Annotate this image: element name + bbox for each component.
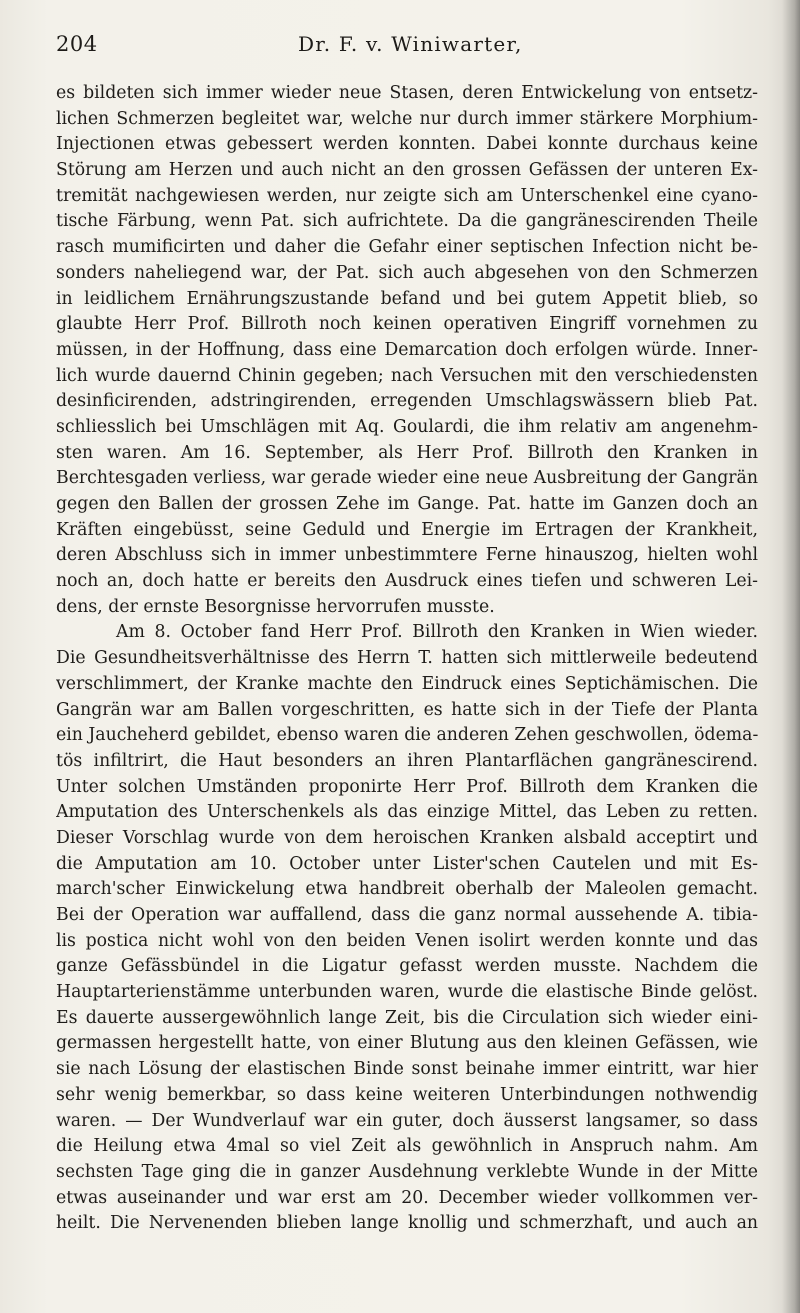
text-line: verschlimmert, der Kranke machte den Eindruck eines Septichämischen. Die [56, 673, 758, 694]
text-line: Kräften eingebüsst, seine Geduld und Energie im Ertragen der Krankheit, [56, 519, 758, 540]
text-line: Gangrän war am Ballen vorgeschritten, es hatte sich in der Tiefe der Planta [56, 699, 758, 720]
text-line: rasch mumificirten und daher die Gefahr einer septischen Infection nicht be- [56, 237, 758, 258]
text-line: tremität nachgewiesen werden, nur zeigte sich am Unterschenkel eine cyano- [56, 185, 758, 206]
text-line: noch an, doch hatte er bereits den Ausdruck eines tiefen und schweren Lei- [56, 571, 758, 592]
text-line: Hauptarterienstämme unterbunden waren, wurde die elastische Binde gelöst. [56, 982, 758, 1003]
paragraph [56, 620, 758, 1237]
text-line: Berchtesgaden verliess, war gerade wieder eine neue Ausbreitung der Gangrän [56, 468, 758, 489]
text-line: schliesslich bei Umschlägen mit Aq. Goulardi, die ihm relativ am angenehm- [56, 416, 758, 437]
text-line: Unter solchen Umständen proponirte Herr Prof. Billroth dem Kranken die [56, 776, 758, 797]
text-line: Injectionen etwas gebessert werden konnten. Dabei konnte durchaus keine [56, 134, 758, 155]
text-line: gegen den Ballen der grossen Zehe im Gange. Pat. hatte im Ganzen doch an [56, 494, 758, 514]
text-line: Die Gesundheitsverhältnisse des Herrn T. hatten sich mittlerweile bedeutend [56, 648, 758, 669]
running-head: Dr. F. v. Winiwarter, [298, 32, 523, 56]
text-line: sehr wenig bemerkbar, so dass keine weiteren Unterbindungen nothwendig [56, 1084, 758, 1105]
text-line: müssen, in der Hoffnung, dass eine Demarcation doch erfolgen würde. Inner- [56, 339, 758, 360]
text-line: tische Färbung, wenn Pat. sich aufrichtete. Da die gangränescirenden Theile [56, 211, 758, 232]
text-line: deren Abschluss sich in immer unbestimmtere Ferne hinauszog, hielten wohl [56, 545, 758, 566]
text-line: lis postica nicht wohl von den beiden Venen isolirt werden konnte und das [56, 930, 758, 951]
text-line: ganze Gefässbündel in die Ligatur gefasst werden musste. Nachdem die [56, 956, 758, 977]
text-line: germassen hergestellt hatte, von einer Blutung aus den kleinen Gefässen, wie [56, 1033, 758, 1054]
page-gutter-shadow [782, 0, 800, 1313]
text-line: Störung am Herzen und auch nicht an den grossen Gefässen der unteren Ex- [56, 160, 758, 181]
text-line: lichen Schmerzen begleitet war, welche nur durch immer stärkere Morphium- [56, 108, 758, 129]
text-line: heilt. Die Nervenenden blieben lange knollig und schmerzhaft, und auch an [56, 1213, 758, 1234]
text-line: waren. — Der Wundverlauf war ein guter, doch äusserst langsamer, so dass [56, 1110, 758, 1131]
text-line: etwas auseinander und war erst am 20. December wieder vollkommen ver- [56, 1187, 758, 1208]
text-line: tös infiltrirt, die Haut besonders an ihren Plantarflächen gangränescirend. [56, 750, 758, 771]
text-line: sonders naheliegend war, der Pat. sich auch abgesehen von den Schmerzen [56, 262, 758, 283]
text-line: lich wurde dauernd Chinin gegeben; nach Versuchen mit den verschiedensten [56, 365, 758, 386]
text-line: Am 8. October fand Herr Prof. Billroth den Kranken in Wien wieder. [116, 622, 758, 643]
text-line: desinficirenden, adstringirenden, erregenden Umschlagswässern blieb Pat. [56, 391, 758, 412]
paragraph [56, 81, 758, 620]
text-line: sten waren. Am 16. September, als Herr Prof. Billroth den Kranken in [56, 442, 758, 463]
text-line: glaubte Herr Prof. Billroth noch keinen operativen Eingriff vornehmen zu [56, 314, 758, 335]
text-line: die Amputation am 10. October unter Lister'schen Cautelen und mit Es- [56, 853, 758, 874]
page-header [56, 28, 756, 64]
text-line: Dieser Vorschlag wurde von dem heroischen Kranken alsbald acceptirt und [56, 827, 758, 848]
text-line: Bei der Operation war auffallend, dass die ganz normal aussehende A. tibia- [56, 905, 758, 925]
text-line: sechsten Tage ging die in ganzer Ausdehnung verklebte Wunde in der Mitte [56, 1161, 758, 1182]
text-line: march'scher Einwickelung etwa handbreit oberhalb der Maleolen gemacht. [56, 879, 758, 900]
page-number: 204 [56, 32, 98, 56]
body-text [56, 81, 758, 1237]
text-line: die Heilung etwa 4mal so viel Zeit als gewöhnlich in Anspruch nahm. Am [56, 1136, 758, 1157]
text-line: dens, der ernste Besorgnisse hervorrufen musste. [56, 596, 495, 617]
text-line: Amputation des Unterschenkels als das einzige Mittel, das Leben zu retten. [56, 802, 758, 823]
text-line: es bildeten sich immer wieder neue Stasen, deren Entwickelung von entsetz- [56, 83, 758, 103]
text-line: Es dauerte aussergewöhnlich lange Zeit, bis die Circulation sich wieder eini- [56, 1007, 758, 1028]
text-line: ein Jaucheherd gebildet, ebenso waren die anderen Zehen geschwollen, ödema- [56, 725, 758, 746]
text-line: sie nach Lösung der elastischen Binde sonst beinahe immer eintritt, war hier [56, 1059, 758, 1080]
text-line: in leidlichem Ernährungszustande befand und bei gutem Appetit blieb, so [56, 288, 758, 309]
